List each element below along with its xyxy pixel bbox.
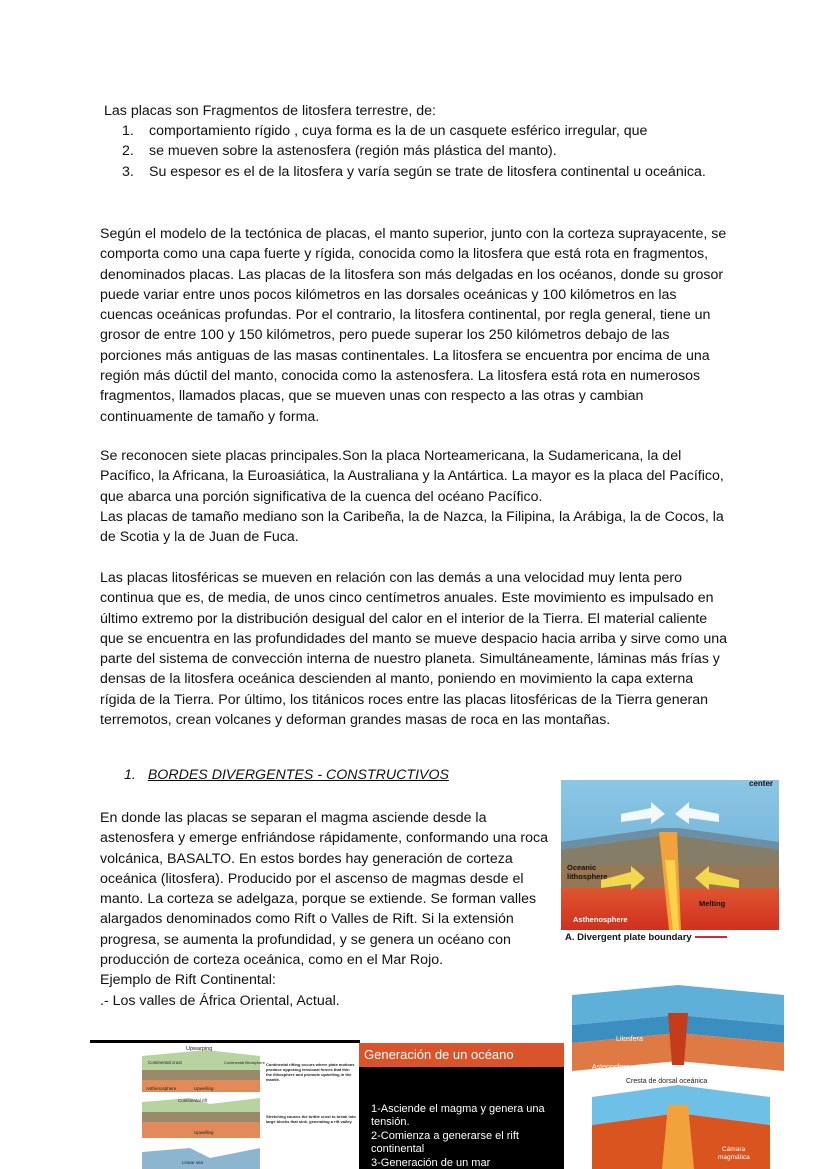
upwarping-label: Upwarping	[186, 1046, 213, 1052]
list-item	[122, 121, 749, 141]
melting-label: Melting	[699, 899, 726, 908]
ocean-ridge-figure	[572, 985, 784, 1169]
rift-note-1: Continental rifting occurs where plate motions produce opposing tensional forces that thin the lithosphere and promote upwelling in the mantle.	[266, 1062, 355, 1082]
ocean-step: 1-Asciende el magma y genera una tensión.	[371, 1103, 545, 1128]
ocean-steps-list	[371, 1103, 561, 1169]
paragraph-main-plates: Se reconocen siete placas principales.Son la placa Norteamericana, la Sudamericana, la del Pacífico, la Africana, la Euroasiática, la Australiana y la Antártica. La mayor es la placa del Pacífico, que abarca una porción significativa de la cuenca del océano Pacífico.	[100, 448, 724, 505]
lithosphere-label: lithosphere	[567, 872, 608, 881]
list-number: 3.	[122, 163, 134, 180]
ocean-step: 3-Generación de un mar	[371, 1157, 491, 1169]
camara-label: Cámara	[722, 1146, 746, 1153]
plate-properties-list	[122, 121, 749, 182]
divergent-boundary-figure	[561, 780, 779, 930]
cont-litho-label: Continental lithosphere	[224, 1060, 265, 1065]
list-number: 2.	[122, 143, 134, 160]
list-text: se mueven sobre la astenosfera (región más plástica del manto).	[149, 143, 557, 160]
upwelling-label: Upwelling	[194, 1086, 214, 1091]
list-number: 1.	[122, 123, 134, 139]
ocean-panel-title: Generación de un océano	[359, 1043, 564, 1067]
continental-rift-figure	[90, 1040, 360, 1169]
paragraph-divergent	[100, 808, 555, 1011]
caption-bar	[695, 936, 727, 938]
center-label: center	[749, 780, 774, 788]
section-heading	[124, 767, 449, 783]
cont-crust-label: Continental crust	[148, 1060, 182, 1065]
rift-note-2: Stretching causes the brittle crust to break into large blocks that sink, generating a rift valley.	[266, 1114, 356, 1124]
upwelling-label-2: Upwelling	[194, 1130, 214, 1135]
oceanic-label: Oceanic	[567, 863, 597, 872]
asthenosphere-label-1: Asthenosphere	[146, 1086, 177, 1091]
divergent-text: En donde las placas se separan el magma asciende desde la astenosfera y emerge enfriándose rápidamente, conformando una roca volcánica, BASALTO. En estos bordes hay generación de corteza oceánica (litosfera). Producido por el ascenso de magmas desde el manto. La corteza se adelgaza, porque se extiende. Se forman valles alargados denominados como Rift o Valles de Rift. Si la extensión progresa, se aumenta la profundidad, y se genera un océano con producción de corteza oceánica, como en el Mar Rojo.	[100, 810, 548, 969]
list-item	[122, 162, 749, 182]
intro-text: Las placas son Fragmentos de litosfera terrestre, de:	[104, 103, 436, 119]
paragraph-medium-plates: Las placas de tamaño mediano son la Caribeña, la de Nazca, la Filipina, la Arábiga, la de Cocos, la de Scotia y la de Juan de Fuca.	[100, 509, 724, 546]
asthenosphere-label: Asthenosphere	[573, 915, 628, 924]
cresta-label: Cresta de dorsal oceánica	[626, 1078, 708, 1085]
rift-example-label: Ejemplo de Rift Continental:	[100, 972, 276, 989]
cont-rift-label: Continental rift	[178, 1098, 208, 1103]
ocean-generation-panel	[359, 1043, 564, 1169]
rift-example: .- Los valles de África Oriental, Actual.	[100, 992, 340, 1009]
magmatica-label: magmática	[718, 1154, 750, 1161]
caption-text: A. Divergent plate boundary	[565, 932, 692, 943]
astenosfera-label: Astenosfera	[592, 1064, 630, 1071]
paragraph-lithosphere: Según el modelo de la tectónica de placas, el manto superior, junto con la corteza suprayacente, se comporta como una capa fuerte y rígida, conocida como la litosfera que está rota en fragmentos, denominados placas. Las placas de la litosfera son más delgadas en los océanos, donde su grosor puede variar entre unos pocos kilómetros en las dorsales oceánicas y 100 kilómetros en las cuencas oceánicas profundas. Por el contrario, la litosfera continental, por regla general, tiene un grosor de entre 100 y 150 kilómetros, pero puede superar los 250 kilómetros debajo de las porciones más antiguas de las masas continentales. La litosfera se encuentra por encima de una región más dúctil del manto, conocida como la astenosfera. La litosfera está rota en numerosos fragmentos, llamados placas, que se mueven unas con respecto a las otras y cambian continuamente de tamaño y forma.	[100, 226, 727, 425]
list-text: comportamiento rígido , cuya forma es la de un casquete esférico irregular, que	[149, 123, 648, 139]
linear-sea-label: Linear sea	[182, 1160, 204, 1165]
list-item	[122, 141, 749, 161]
divergent-caption	[565, 932, 727, 943]
list-text: Su espesor es el de la litosfera y varía según se trate de litosfera continental u oceánica.	[149, 163, 706, 180]
section-number: 1.	[124, 767, 136, 783]
paragraph-plate-motion: Las placas litosféricas se mueven en relación con las demás a una velocidad muy lenta pero continua que es, de media, de unos cinco centímetros anuales. Este movimiento es impulsado en último extremo por la distribución desigual del calor en el interior de la Tierra. El material caliente que se encuentra en las profundidades del manto se mueve despacio hacia arriba y sirve como una parte del sistema de convección interna de nuestro planeta. Simultáneamente, láminas más frías y densas de la litosfera oceánica descienden al manto, poniendo en movimiento la capa externa rígida de la Tierra. Por último, los titánicos roces entre las placas litosféricas de la Tierra generan terremotos, crean volcanes y deforman grandes masas de roca en las montañas.	[100, 570, 727, 729]
litosfera-label: Litosfera	[616, 1036, 643, 1043]
section-title: BORDES DIVERGENTES - CONSTRUCTIVOS	[147, 767, 449, 783]
ocean-step: 2-Comienza a generarse el rift continental	[371, 1130, 519, 1155]
